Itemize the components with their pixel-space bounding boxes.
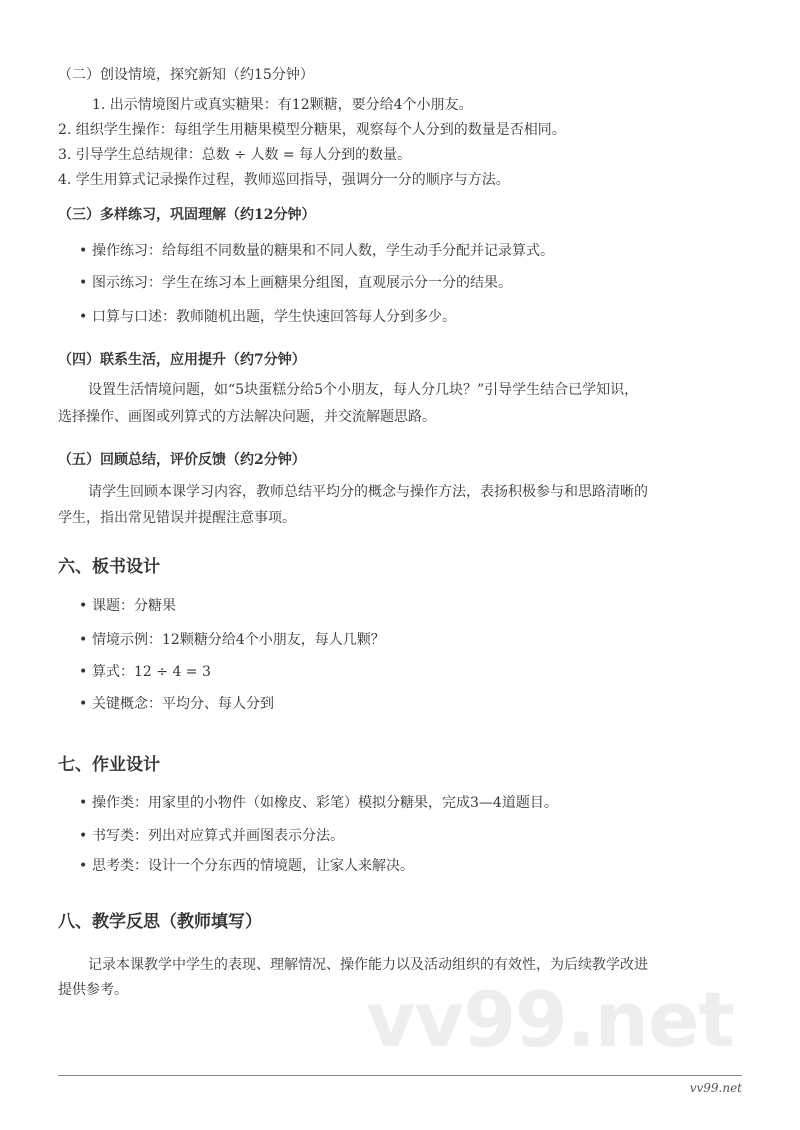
paragraph-line: 请学生回顾本课学习内容，教师总结平均分的概念与操作方法，表扬积极参与和思路清晰的 [88,484,648,500]
section5-heading: （五）回顾总结，评价反馈（约2分钟） [58,452,306,468]
paragraph-line: 学生，指出常见错误并提醒注意事项。 [58,510,296,526]
list-item: • 图示练习：学生在练习本上画糖果分组图，直观展示分一分的结果。 [92,273,512,293]
footer-site: vv99.net [689,1081,742,1095]
list-item: 3. 引导学生总结规律：总数 ÷ 人数 = 每人分到的数量。 [58,147,412,163]
section3-heading: （三）多样练习，巩固理解（约12分钟） [58,207,316,223]
paragraph-line: 记录本课教学中学生的表现、理解情况、操作能力以及活动组织的有效性，为后续教学改进 [88,957,648,973]
footer-divider [58,1075,742,1076]
reflection-heading: 八、教学反思（教师填写） [58,912,262,932]
section4-heading: （四）联系生活，应用提升（约7分钟） [58,352,306,368]
homework-heading: 七、作业设计 [58,755,160,775]
list-item: • 口算与口述：教师随机出题，学生快速回答每人分到多少。 [92,307,456,327]
list-item: • 操作练习：给每组不同数量的糖果和不同人数，学生动手分配并记录算式。 [92,241,554,261]
list-item: 2. 组织学生操作：每组学生用糖果模型分糖果，观察每个人分到的数量是否相同。 [58,122,566,138]
list-item: 4. 学生用算式记录操作过程，教师巡回指导，强调分一分的顺序与方法。 [58,172,510,188]
board-heading: 六、板书设计 [58,557,160,577]
paragraph-line: 设置生活情境问题，如“5块蛋糕分给5个小朋友，每人分几块？”引导学生结合已学知识， [88,382,639,398]
list-item: • 书写类：列出对应算式并画图表示分法。 [92,826,344,846]
list-item: 1. 出示情境图片或真实糖果：有12颗糖，要分给4个小朋友。 [92,97,473,113]
section2-heading: （二）创设情境，探究新知（约15分钟） [58,67,314,83]
list-item: • 操作类：用家里的小物件（如橡皮、彩笔）模拟分糖果，完成3—4道题目。 [92,793,558,813]
list-item: • 情境示例：12颗糖分给4个小朋友，每人几颗？ [92,630,385,650]
paragraph-line: 提供参考。 [58,982,128,998]
list-item: • 课题：分糖果 [92,596,176,616]
list-item: • 关键概念：平均分、每人分到 [92,694,274,714]
list-item: • 算式：12 ÷ 4 = 3 [92,662,211,682]
watermark: vv99.net [366,975,734,1064]
paragraph-line: 选择操作、画图或列算式的方法解决问题，并交流解题思路。 [58,409,436,425]
list-item: • 思考类：设计一个分东西的情境题，让家人来解决。 [92,856,414,876]
